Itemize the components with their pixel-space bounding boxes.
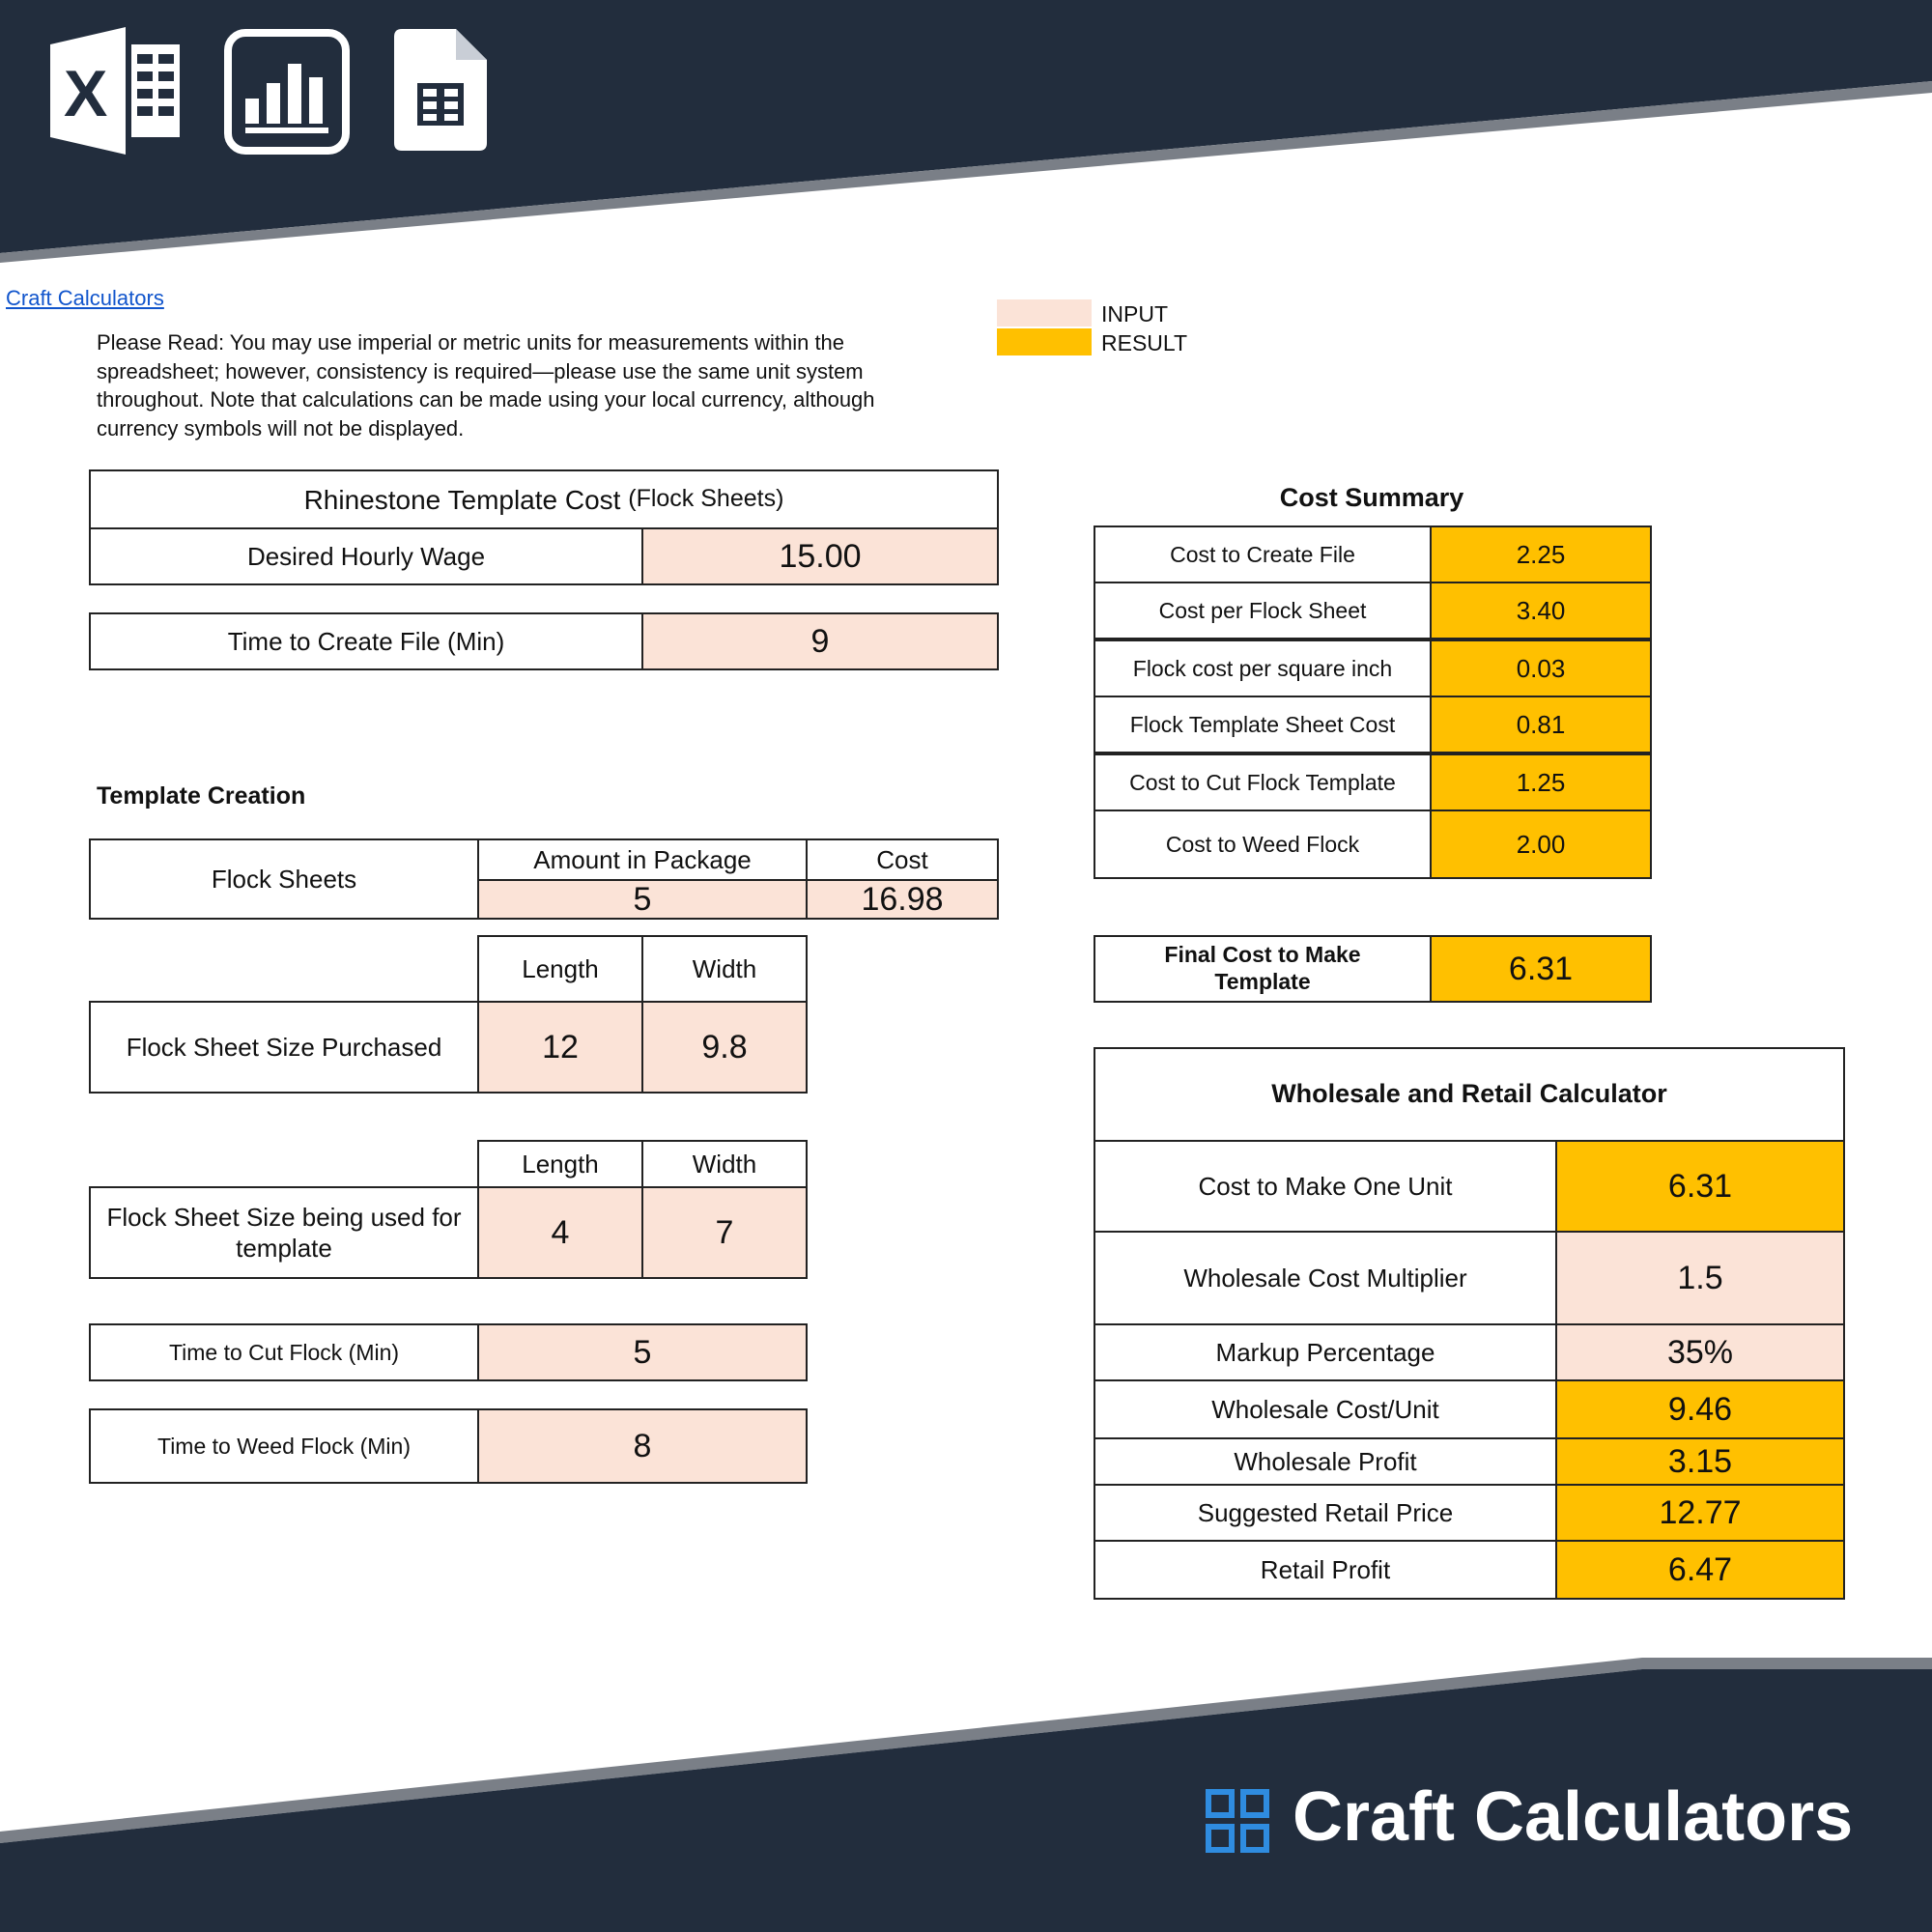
calc-row-label: Wholesale Cost Multiplier xyxy=(1094,1231,1557,1325)
legend-result-swatch xyxy=(997,328,1092,355)
template-creation-heading: Template Creation xyxy=(97,782,306,810)
final-cost-value: 6.31 xyxy=(1430,935,1652,1003)
calc-row-value: 3.15 xyxy=(1555,1437,1845,1486)
amount-input[interactable]: 5 xyxy=(477,879,808,920)
flock-sheets-label: Flock Sheets xyxy=(89,838,479,920)
calc-row-value: 6.47 xyxy=(1555,1540,1845,1600)
svg-text:X: X xyxy=(64,57,108,130)
summary-row-value: 2.25 xyxy=(1430,526,1652,583)
sheets-icon[interactable] xyxy=(394,29,487,151)
hourly-wage-input[interactable]: 15.00 xyxy=(641,527,999,585)
time-weed-input[interactable]: 8 xyxy=(477,1408,808,1484)
calc-row-label: Wholesale Cost/Unit xyxy=(1094,1379,1557,1439)
instructions-note: Please Read: You may use imperial or metric units for measurements within the spreadsheet; however, consistency is required—please use the same unit system throughout. Note that calculations can be made using your local currency, although currency symbols will not be displayed. xyxy=(97,330,875,440)
grid-icon xyxy=(1206,1789,1269,1853)
calc-row-value: 9.46 xyxy=(1555,1379,1845,1439)
legend-result-label: RESULT xyxy=(1101,330,1188,355)
calculator-title: Wholesale and Retail Calculator xyxy=(1094,1047,1845,1142)
cost-input[interactable]: 16.98 xyxy=(806,879,999,920)
legend-input-swatch xyxy=(997,299,1092,327)
used-width-input[interactable]: 7 xyxy=(641,1186,808,1279)
summary-row-label: Cost to Create File xyxy=(1094,526,1432,583)
used-size-label: Flock Sheet Size being used for template xyxy=(89,1186,479,1279)
final-cost-label: Final Cost to Make Template xyxy=(1094,935,1432,1003)
time-create-file-input[interactable]: 9 xyxy=(641,612,999,670)
calc-row-label: Suggested Retail Price xyxy=(1094,1484,1557,1542)
hourly-wage-label: Desired Hourly Wage xyxy=(89,527,643,585)
calc-row-value: 6.31 xyxy=(1555,1140,1845,1233)
summary-row-value: 3.40 xyxy=(1430,582,1652,639)
legend-input-label: INPUT xyxy=(1101,301,1168,327)
time-create-file-label: Time to Create File (Min) xyxy=(89,612,643,670)
summary-row-label: Cost per Flock Sheet xyxy=(1094,582,1432,639)
markup-percentage-input[interactable]: 35% xyxy=(1555,1323,1845,1381)
rhinestone-title-main: Rhinestone Template Cost xyxy=(303,484,621,515)
calc-row-label: Wholesale Profit xyxy=(1094,1437,1557,1486)
summary-row-label: Cost to Weed Flock xyxy=(1094,810,1432,879)
summary-row-label: Cost to Cut Flock Template xyxy=(1094,753,1432,811)
purchased-length-header: Length xyxy=(477,935,643,1003)
cost-summary-heading: Cost Summary xyxy=(1279,483,1464,512)
rhinestone-title xyxy=(89,469,999,529)
time-weed-label: Time to Weed Flock (Min) xyxy=(89,1408,479,1484)
cost-header: Cost xyxy=(806,838,999,881)
summary-row-label: Flock Template Sheet Cost xyxy=(1094,696,1432,753)
summary-row-value: 1.25 xyxy=(1430,753,1652,811)
calc-row-label: Retail Profit xyxy=(1094,1540,1557,1600)
purchased-size-label: Flock Sheet Size Purchased xyxy=(89,1001,479,1094)
purchased-length-input[interactable]: 12 xyxy=(477,1001,643,1094)
calc-row-label: Markup Percentage xyxy=(1094,1323,1557,1381)
summary-row-value: 0.81 xyxy=(1430,696,1652,753)
craft-calculators-link[interactable]: Craft Calculators xyxy=(6,286,164,310)
wholesale-multiplier-input[interactable]: 1.5 xyxy=(1555,1231,1845,1325)
used-width-header: Width xyxy=(641,1140,808,1188)
used-length-input[interactable]: 4 xyxy=(477,1186,643,1279)
time-cut-input[interactable]: 5 xyxy=(477,1323,808,1381)
summary-row-value: 2.00 xyxy=(1430,810,1652,879)
excel-icon[interactable] xyxy=(50,27,181,155)
purchased-width-header: Width xyxy=(641,935,808,1003)
summary-row-value: 0.03 xyxy=(1430,639,1652,697)
time-cut-label: Time to Cut Flock (Min) xyxy=(89,1323,479,1381)
summary-row-label: Flock cost per square inch xyxy=(1094,639,1432,697)
calc-row-value: 12.77 xyxy=(1555,1484,1845,1542)
purchased-width-input[interactable]: 9.8 xyxy=(641,1001,808,1094)
rhinestone-title-sub: (Flock Sheets) xyxy=(628,485,784,513)
chart-icon[interactable] xyxy=(224,29,350,155)
calc-row-label: Cost to Make One Unit xyxy=(1094,1140,1557,1233)
used-length-header: Length xyxy=(477,1140,643,1188)
brand-name: Craft Calculators xyxy=(1293,1778,1854,1856)
amount-header: Amount in Package xyxy=(477,838,808,881)
